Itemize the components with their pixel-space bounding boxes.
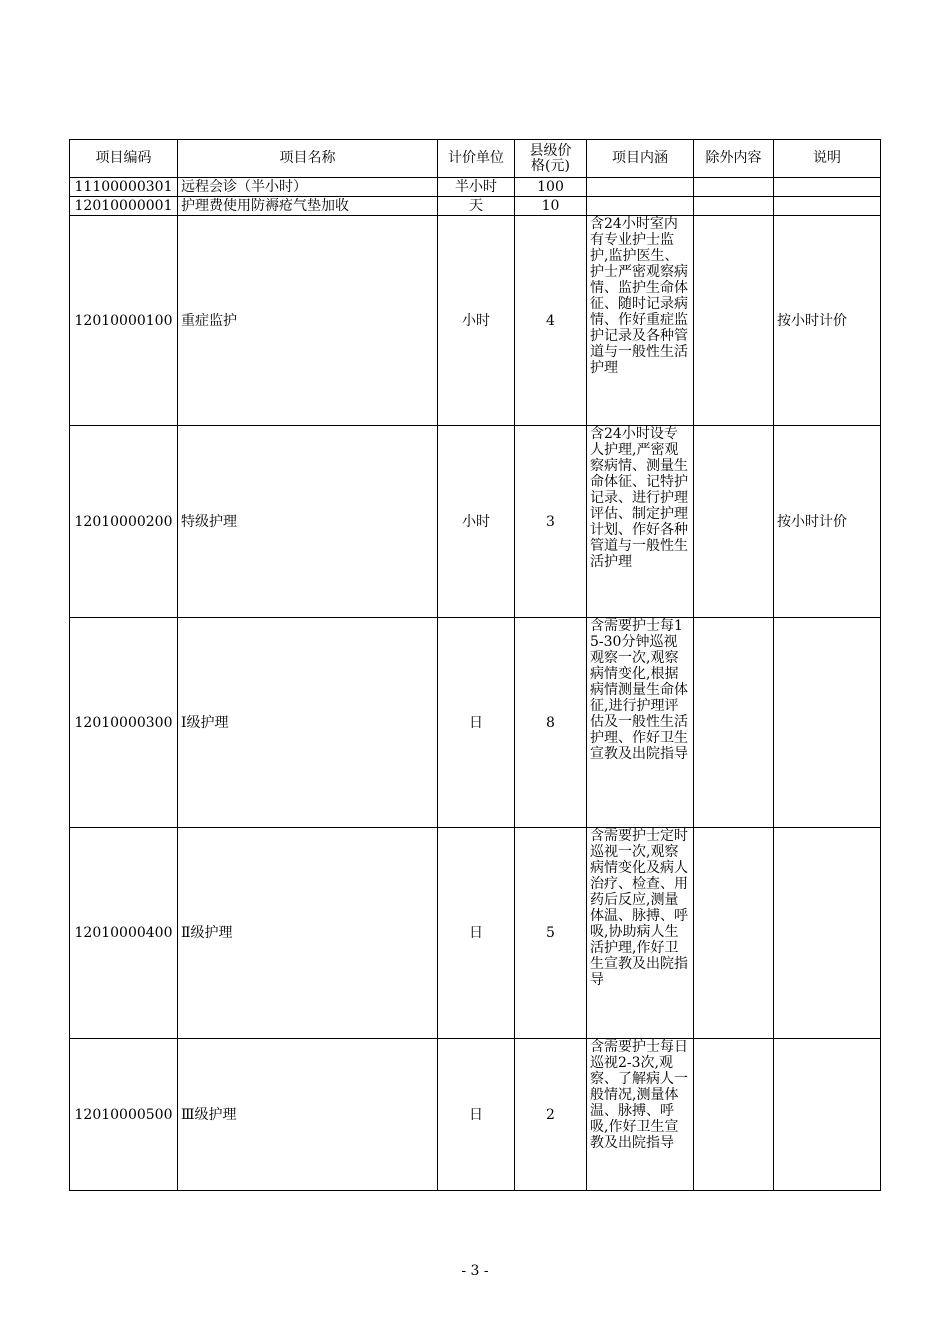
cell-price: 100 — [515, 178, 587, 197]
header-unit: 计价单位 — [438, 140, 515, 178]
cell-note: 按小时计价 — [774, 426, 881, 618]
cell-name: 重症监护 — [178, 216, 438, 426]
cell-exclude — [694, 426, 774, 618]
cell-content: 含需要护士每日巡视2-3次,观察、了解病人一般情况,测量体温、脉搏、呼吸,作好卫生宣教及出院指导 — [587, 1039, 694, 1191]
cell-unit: 小时 — [438, 216, 515, 426]
table-row — [70, 618, 881, 828]
cell-price: 4 — [515, 216, 587, 426]
cell-code: 12010000400 — [70, 828, 178, 1039]
page-number: - 3 - — [461, 1263, 489, 1279]
header-content: 项目内涵 — [587, 140, 694, 178]
cell-code: 12010000200 — [70, 426, 178, 618]
cell-note — [774, 618, 881, 828]
cell-note — [774, 1039, 881, 1191]
cell-name: Ⅱ级护理 — [178, 828, 438, 1039]
cell-exclude — [694, 197, 774, 216]
cell-content — [587, 197, 694, 216]
cell-code: 12010000100 — [70, 216, 178, 426]
header-price: 县级价格(元) — [515, 140, 587, 178]
header-note: 说明 — [774, 140, 881, 178]
header-exclude: 除外内容 — [694, 140, 774, 178]
cell-unit: 日 — [438, 1039, 515, 1191]
cell-name: 特级护理 — [178, 426, 438, 618]
cell-exclude — [694, 828, 774, 1039]
cell-name: 远程会诊（半小时） — [178, 178, 438, 197]
table-row — [70, 426, 881, 618]
cell-code: 12010000500 — [70, 1039, 178, 1191]
cell-unit: 日 — [438, 618, 515, 828]
cell-exclude — [694, 216, 774, 426]
cell-note: 按小时计价 — [774, 216, 881, 426]
table-row — [70, 197, 881, 216]
cell-exclude — [694, 618, 774, 828]
cell-name: Ⅲ级护理 — [178, 1039, 438, 1191]
cell-code: 12010000001 — [70, 197, 178, 216]
cell-note — [774, 197, 881, 216]
table-row — [70, 178, 881, 197]
table-row — [70, 828, 881, 1039]
cell-price: 8 — [515, 618, 587, 828]
cell-note — [774, 178, 881, 197]
cell-content: 含需要护士每15-30分钟巡视观察一次,观察病情变化,根据病情测量生命体征,进行护理评估及一般性生活护理、作好卫生宣教及出院指导 — [587, 618, 694, 828]
cell-price: 2 — [515, 1039, 587, 1191]
cell-exclude — [694, 1039, 774, 1191]
cell-code: 12010000300 — [70, 618, 178, 828]
price-table — [69, 139, 881, 1191]
cell-code: 11100000301 — [70, 178, 178, 197]
cell-unit: 小时 — [438, 426, 515, 618]
cell-content: 含需要护士定时巡视一次,观察病情变化及病人治疗、检查、用药后反应,测量体温、脉搏、呼吸,协助病人生活护理,作好卫生宣教及出院指导 — [587, 828, 694, 1039]
cell-unit: 天 — [438, 197, 515, 216]
header-row — [70, 140, 881, 178]
table-row — [70, 216, 881, 426]
cell-exclude — [694, 178, 774, 197]
cell-unit: 日 — [438, 828, 515, 1039]
cell-content — [587, 178, 694, 197]
cell-price: 10 — [515, 197, 587, 216]
cell-content: 含24小时室内有专业护士监护,监护医生、护士严密观察病情、监护生命体征、随时记录病情、作好重症监护记录及各种管道与一般性生活护理 — [587, 216, 694, 426]
cell-price: 5 — [515, 828, 587, 1039]
cell-unit: 半小时 — [438, 178, 515, 197]
header-code: 项目编码 — [70, 140, 178, 178]
cell-name: Ⅰ级护理 — [178, 618, 438, 828]
table-row — [70, 1039, 881, 1191]
cell-price: 3 — [515, 426, 587, 618]
header-name: 项目名称 — [178, 140, 438, 178]
cell-note — [774, 828, 881, 1039]
cell-name: 护理费使用防褥疮气垫加收 — [178, 197, 438, 216]
cell-content: 含24小时设专人护理,严密观察病情、测量生命体征、记特护记录、进行护理评估、制定护理计划、作好各种管道与一般性生活护理 — [587, 426, 694, 618]
